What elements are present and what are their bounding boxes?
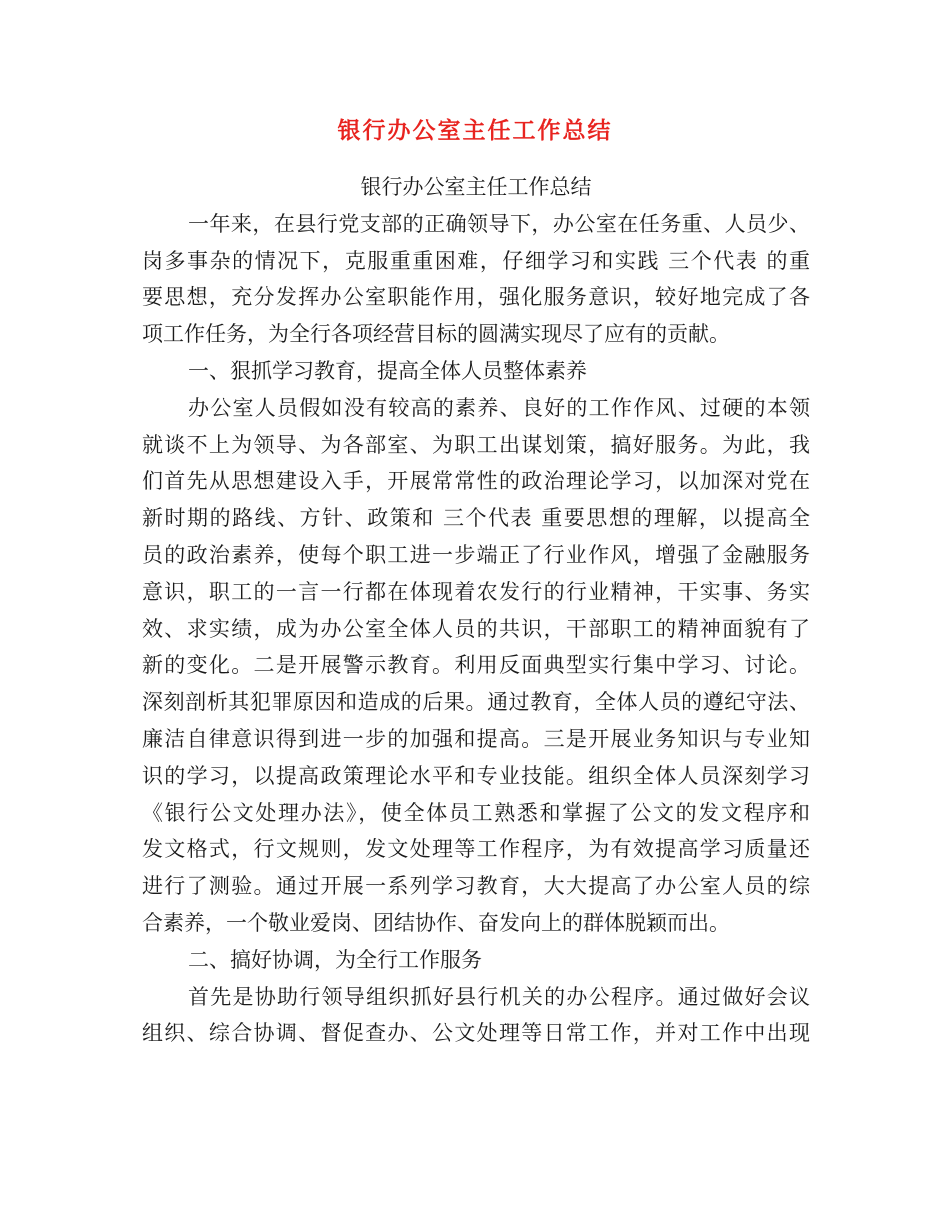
body-line: 效、求实绩，成为办公室全体人员的共识，干部职工的精神面貌有了	[142, 616, 810, 641]
body-line: 们首先从思想建设入手，开展常常性的政治理论学习，以加深对党在	[142, 469, 810, 494]
document-title: 银行办公室主任工作总结	[337, 118, 613, 144]
body-line: 项工作任务，为全行各项经营目标的圆满实现尽了应有的贡献。	[142, 322, 730, 347]
body-line: 二、搞好协调，为全行工作服务	[188, 947, 482, 972]
body-line: 岗多事杂的情况下，克服重重困难，仔细学习和实践 三个代表 的重	[142, 248, 810, 273]
body-line: 办公室人员假如没有较高的素养、良好的工作作风、过硬的本领	[188, 395, 810, 420]
body-line: 意识，职工的一言一行都在体现着农发行的行业精神，干实事、务实	[142, 579, 810, 604]
body-line: 深刻剖析其犯罪原因和造成的后果。通过教育，全体人员的遵纪守法、	[142, 690, 810, 715]
body-line: 一年来，在县行党支部的正确领导下，办公室在任务重、人员少、	[188, 211, 810, 236]
body-line: 新的变化。二是开展警示教育。利用反面典型实行集中学习、讨论。	[142, 653, 810, 678]
document-body	[142, 169, 810, 1052]
body-line: 首先是协助行领导组织抓好县行机关的办公程序。通过做好会议	[188, 984, 810, 1009]
body-line: 发文格式，行文规则，发文处理等工作程序，为有效提高学习质量还	[142, 837, 810, 862]
body-line: 合素养，一个敬业爱岗、团结协作、奋发向上的群体脱颖而出。	[142, 910, 730, 935]
body-line: 要思想，充分发挥办公室职能作用，强化服务意识，较好地完成了各	[142, 285, 810, 310]
body-line: 员的政治素养，使每个职工进一步端正了行业作风，增强了金融服务	[142, 542, 810, 567]
body-line: 一、狠抓学习教育，提高全体人员整体素养	[188, 358, 587, 383]
body-line: 新时期的路线、方针、政策和 三个代表 重要思想的理解，以提高全	[142, 506, 810, 531]
body-line: 廉洁自律意识得到进一步的加强和提高。三是开展业务知识与专业知	[142, 726, 810, 751]
body-line: 组织、综合协调、督促查办、公文处理等日常工作，并对工作中出现	[142, 1021, 810, 1046]
body-line: 就谈不上为领导、为各部室、为职工出谋划策，搞好服务。为此，我	[142, 432, 810, 457]
document-subtitle: 银行办公室主任工作总结	[360, 175, 592, 199]
body-line: 识的学习，以提高政策理论水平和专业技能。组织全体人员深刻学习	[142, 763, 810, 788]
body-line: 进行了测验。通过开展一系列学习教育，大大提高了办公室人员的综	[142, 874, 810, 899]
body-line: 《银行公文处理办法》，使全体员工熟悉和掌握了公文的发文程序和	[142, 800, 810, 825]
